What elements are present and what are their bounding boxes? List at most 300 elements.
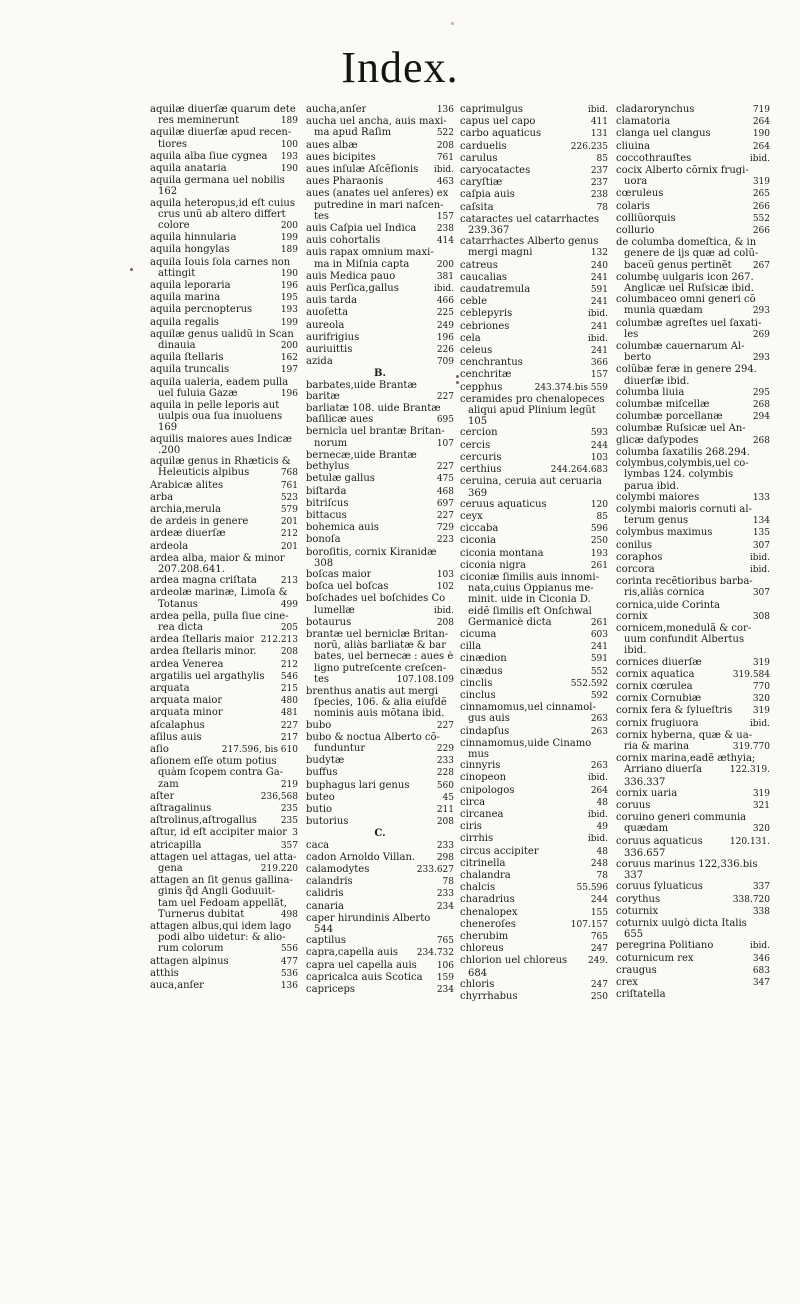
entry-term: cadon Arnoldo Villan. [306,851,416,863]
entry-term: ciconia montana [460,547,544,559]
index-entry [306,380,454,391]
index-entry [306,947,454,959]
index-entry [616,527,770,539]
index-entry [306,816,454,828]
entry-page-ref: 225 [436,308,454,319]
entry-term: quàm ſcopem contra Ga- [158,767,284,779]
index-entry [150,541,298,553]
entry-page-ref: 683 [752,965,770,976]
entry-page-ref: 55.596 [576,883,608,894]
entry-term: craugus [616,964,657,976]
index-entry [460,560,608,572]
entry-term: cladarorynchus [616,104,695,115]
entry-page-ref: 357 [280,840,298,851]
entry-page-ref: 468 [436,486,454,497]
index-entry [616,823,770,835]
index-entry [306,960,454,972]
print-speck [451,22,454,25]
entry-term: auis cohortalis [306,235,381,247]
entry-term: lymbas 124. colymbis [624,469,734,481]
entry-term: ceruus aquaticus [460,498,547,510]
entry-page-ref: 264 [752,141,770,152]
entry-term: cornix uaria [616,787,678,799]
entry-term: cepphus [460,381,503,393]
entry-term: ma apud Raſim [314,127,392,139]
index-entry [616,870,770,881]
entry-term: ceble [460,296,488,308]
entry-page-ref: 263 [590,726,608,737]
entry-term: capra uel capella auis [306,959,417,971]
index-entry [616,116,770,128]
entry-page-ref: 217.596, bis 610 [221,744,298,755]
entry-term: aquilæ genus ualidũ in Scan [150,328,294,340]
index-entry [616,777,770,788]
index-entry [460,772,608,784]
index-entry [616,669,770,681]
index-entry [460,991,608,1003]
index-entry [150,803,298,815]
index-entry [616,435,770,447]
index-entry [616,272,770,283]
entry-term: crex [616,977,638,989]
entry-page-ref: 234 [436,985,454,996]
index-entry [306,534,454,546]
entry-term: bitriſcus [306,497,349,509]
index-entry [460,653,608,665]
entry-page-ref: 227 [436,510,454,521]
index-entry [616,540,770,552]
index-entry [150,163,298,175]
entry-term: budytæ [306,755,345,767]
index-entry [306,259,454,271]
index-entry [616,611,770,623]
entry-page-ref: 234.732 [416,948,454,959]
entry-page-ref: 120.131. [729,836,770,847]
entry-term: podi albo uidetur: & alio- [158,932,286,944]
index-entry [616,634,770,645]
index-entry [306,913,454,924]
entry-page-ref: 237 [590,178,608,189]
index-entry [306,972,454,984]
entry-term: quædam [624,823,669,835]
entry-page-ref: 162 [280,353,298,364]
entry-page-ref: 546 [280,671,298,682]
entry-term: putredine in mari naſcen- [314,199,444,211]
entry-term: aureola [306,319,345,331]
index-entry [460,476,608,487]
entry-term: aucha uel ancha, auis maxi- [306,116,447,128]
index-entry [460,641,608,653]
entry-term: aſilus auis [150,731,202,743]
index-entry [150,553,298,564]
entry-page-ref: ibid. [587,834,608,845]
index-entry [306,617,454,629]
index-entry [306,755,454,767]
index-entry [150,244,298,256]
entry-term: cilla [460,641,482,653]
index-entry [460,296,608,308]
index-entry [616,645,770,656]
entry-page-ref: 213 [280,576,298,587]
entry-term: buphagus lari genus [306,779,410,791]
entry-term: cornix aquatica [616,668,695,680]
index-entry [150,352,298,364]
index-entry [306,686,454,697]
entry-term: argatilis uel argathylis [150,670,265,682]
entry-page-ref: 212 [280,659,298,670]
entry-term: cocix Alberto cõrnix frugi- [616,165,749,177]
entry-page-ref: 244.264.683 [550,465,608,476]
entry-page-ref: 761 [436,152,454,163]
index-entry [306,295,454,307]
entry-page-ref: 136 [436,105,454,115]
index-entry [306,708,454,719]
entry-term: atricapilla [150,839,202,851]
index-entry [150,564,298,575]
entry-term: catreus [460,259,498,271]
entry-term: columbæ agreſtes uel ſaxati- [616,317,762,329]
index-entry [150,980,298,992]
entry-term: colaris [616,200,650,212]
entry-term: botaurus [306,616,352,628]
index-entry [460,785,608,797]
entry-page-ref: 250 [590,992,608,1003]
entry-term: caucalias [460,271,508,283]
index-entry [150,932,298,943]
entry-page-ref: 241 [590,272,608,283]
entry-term: boſchades uel boſchides Co [306,593,446,605]
index-entry [616,165,770,176]
index-entry [616,201,770,213]
index-entry [616,940,770,952]
index-entry [150,400,298,411]
entry-term: uulpis oua ſua inuoluens [158,411,283,423]
entry-term: capricalca auis Scotica [306,971,423,983]
index-entry [150,364,298,376]
index-entry [616,364,770,375]
index-entry [460,405,608,416]
index-entry [460,202,608,214]
index-entry [306,438,454,450]
entry-term: aquilis maiores aues Indicæ [150,433,293,445]
entry-term: aquila hongylas [150,244,230,256]
entry-term: ris,aliàs cornica [624,587,705,599]
index-entry [616,294,770,305]
index-entry [616,718,770,730]
entry-page-ref: 78 [442,877,454,888]
index-entry [150,791,298,803]
index-entry [150,340,298,352]
entry-term: ginis q̃d Angli Goduuit- [158,886,276,898]
entry-term: captilus [306,935,346,947]
index-entry [616,836,770,848]
entry-page-ref: 347 [752,978,770,989]
entry-term: aquila regalis [150,316,219,328]
index-entry [306,247,454,258]
entry-page-ref: 552 [590,666,608,677]
index-entry [460,907,608,919]
entry-term: circanea [460,808,504,820]
entry-term: brenthus anatis aut mergi [306,685,439,697]
entry-term: bubo [306,719,332,731]
entry-page-ref: 215 [280,683,298,694]
entry-term: catarrhactes Alberto genus [460,236,599,248]
entry-page-ref: 229 [436,743,454,754]
entry-term: arba [150,491,174,503]
index-entry [150,377,298,388]
entry-page-ref: 366 [590,358,608,369]
entry-term: aquilæ diuerſæ quarum dete [150,104,296,115]
entry-term: buteo [306,791,335,803]
index-entry [306,104,454,116]
entry-term: terum genus [624,515,689,527]
entry-term: caryſtiæ [460,177,503,189]
index-entry [150,659,298,671]
entry-term: aquila leporaria [150,280,231,292]
index-entry [306,792,454,804]
index-entry [306,558,454,569]
index-entry [460,321,608,333]
entry-term: tes [314,673,330,685]
index-entry [150,104,298,115]
index-entry [616,515,770,527]
entry-term: clamatoria [616,116,671,128]
entry-page-ref: 103 [590,452,608,463]
entry-term: cinædus [460,665,503,677]
entry-term: circus accipiter [460,845,539,857]
entry-term: 162 [158,186,178,198]
entry-page-ref: 227 [436,391,454,402]
entry-page-ref: 463 [436,177,454,188]
index-entry [616,741,770,753]
index-entry [616,376,770,387]
index-entry [616,283,770,294]
entry-term: brantæ uel berniclæ Britan- [306,628,449,640]
entry-page-ref: 556 [280,944,298,955]
entry-term: mus [468,748,490,760]
entry-term: calamodytes [306,864,370,875]
entry-term: aſio [150,743,169,755]
entry-term: coturnicum rex [616,952,694,964]
entry-term: ardea ſtellaris maior [150,634,254,646]
entry-term: butio [306,803,333,815]
entry-page-ref: 237 [590,166,608,177]
index-entry [150,198,298,209]
entry-term: boſcas maior [306,568,372,580]
index-entry [150,388,298,400]
entry-term: attagen uel attagas, uel atta- [150,851,297,863]
index-entry [150,575,298,587]
index-entry [306,876,454,888]
entry-page-ref: 208 [436,817,454,828]
index-entry [306,743,454,755]
entry-page-ref: 244 [590,440,608,451]
index-entry [306,804,454,816]
entry-page-ref: 337 [752,882,770,893]
section-letter [306,828,454,839]
entry-term: aquila in pelle leporis aut [150,400,280,412]
index-entry [616,564,770,576]
index-entry [460,236,608,247]
entry-term: calidris [306,888,344,900]
entry-page-ref: 247 [590,979,608,990]
index-entry [306,767,454,779]
entry-page-ref: 320 [752,694,770,705]
entry-term: chenalopex [460,906,518,918]
index-entry [616,587,770,599]
entry-term: tiores [158,138,188,150]
entry-term: uum confundit Albertus [624,634,745,646]
entry-term: conilus [616,539,653,551]
entry-page-ref: 414 [436,236,454,247]
entry-page-ref: 264 [752,117,770,128]
index-entry [460,629,608,641]
index-entry [150,683,298,695]
entry-term: calandris [306,876,353,888]
index-entry [306,720,454,732]
index-entry [460,968,608,979]
index-entry [150,411,298,422]
entry-page-ref: ibid. [587,809,608,820]
index-entry [616,929,770,940]
entry-term: aſcalaphus [150,719,205,731]
entry-page-ref: 603 [590,629,608,640]
entry-page-ref: 107.157 [570,919,608,930]
entry-term: bubo & noctua Alberto cõ- [306,731,440,743]
index-entry [460,606,608,617]
index-entry [150,175,298,186]
index-entry [616,104,770,116]
index-entry [616,176,770,188]
index-entry [150,257,298,268]
entry-page-ref: 193 [280,305,298,316]
entry-term: minit. uide in Ciconia D. [468,594,591,606]
entry-term: cercis [460,439,491,451]
entry-page-ref: 249 [436,320,454,331]
index-entry [306,211,454,223]
index-entry [460,427,608,439]
entry-term: columbæ cauernarum Al- [616,341,745,353]
entry-term: cinclis [460,677,493,689]
entry-page-ref: 136 [280,981,298,992]
entry-page-ref: 107.108.109 [396,674,454,685]
index-entry [306,852,454,864]
entry-page-ref: 196 [436,332,454,343]
entry-term: aues bicipites [306,151,376,163]
entry-term: cheneroſes [460,918,516,930]
entry-term: tes [314,210,330,222]
entry-term: bernicla uel brantæ Britan- [306,426,445,438]
entry-page-ref: 320 [752,824,770,835]
entry-page-ref: 263 [590,761,608,772]
entry-page-ref: 319 [752,706,770,717]
index-column-4 [616,104,770,1134]
index-entry [150,317,298,329]
index-entry [616,248,770,259]
index-entry [616,352,770,364]
entry-term: azida [306,356,333,368]
index-entry [460,809,608,821]
entry-term: coruus [616,799,651,811]
index-entry [306,283,454,295]
entry-page-ref: 159 [436,972,454,983]
entry-page-ref: ibid. [433,165,454,176]
index-entry [616,812,770,823]
entry-term: clanga uel clangus [616,128,711,140]
index-entry [460,523,608,535]
index-entry [616,469,770,480]
index-entry [306,403,454,414]
entry-page-ref: 208 [436,617,454,628]
entry-term: auis tarda [306,295,358,307]
entry-page-ref: 103 [436,569,454,580]
index-entry [460,511,608,523]
entry-term: bernecæ,uide Brantæ [306,449,417,461]
entry-term: atthis [150,967,179,979]
entry-term: ciris [460,821,482,833]
index-entry [460,452,608,464]
entry-term: nominis auis mõtana ibid. [314,708,445,720]
entry-term: chalcis [460,882,496,894]
index-entry [150,504,298,516]
entry-term: aues inſulæ Aſcẽſionis [306,164,419,176]
entry-term: aquila anataria [150,163,227,175]
entry-term: cornix hyberna, quæ & ua- [616,729,753,741]
entry-term: cinopeon [460,772,507,784]
entry-term: cindapſus [460,725,510,737]
entry-page-ref: 248 [590,858,608,869]
index-column-2 [306,104,454,1134]
entry-term: ardea Venerea [150,658,224,670]
index-entry [616,953,770,965]
index-entry [150,232,298,244]
entry-term: nata,cuius Oppianus me- [468,583,594,595]
index-entry [460,416,608,427]
index-entry [150,422,298,433]
index-entry [306,127,454,139]
entry-page-ref: 709 [436,357,454,368]
index-entry [460,308,608,320]
entry-term: barbates,uide Brantæ [306,379,417,391]
index-entry [460,440,608,452]
index-entry [150,956,298,968]
entry-page-ref: 729 [436,523,454,534]
entry-term: capra,capella auis [306,947,399,959]
entry-page-ref: 219.220 [260,864,298,874]
index-entry [150,732,298,744]
index-entry [306,640,454,651]
index-entry [616,225,770,237]
entry-term: aquila percnopterus [150,304,253,316]
index-entry [306,581,454,593]
index-entry [306,629,454,640]
index-entry [460,738,608,749]
index-entry [616,260,770,272]
index-entry [616,305,770,317]
entry-page-ref: 85 [596,511,608,522]
entry-term: ma in Miſnia capta [314,258,410,270]
entry-term: aſtrolinus,aſtrogallus [150,815,257,827]
entry-term: aues Pharaonis [306,176,384,188]
index-entry [616,764,770,776]
index-entry [460,943,608,955]
entry-page-ref: 208 [280,647,298,658]
entry-page-ref: 498 [280,909,298,920]
entry-term: cinnamomus,uide Cinamo [460,737,592,749]
entry-term: cornix [616,610,648,622]
index-entry [616,576,770,587]
entry-page-ref: 223 [436,535,454,546]
